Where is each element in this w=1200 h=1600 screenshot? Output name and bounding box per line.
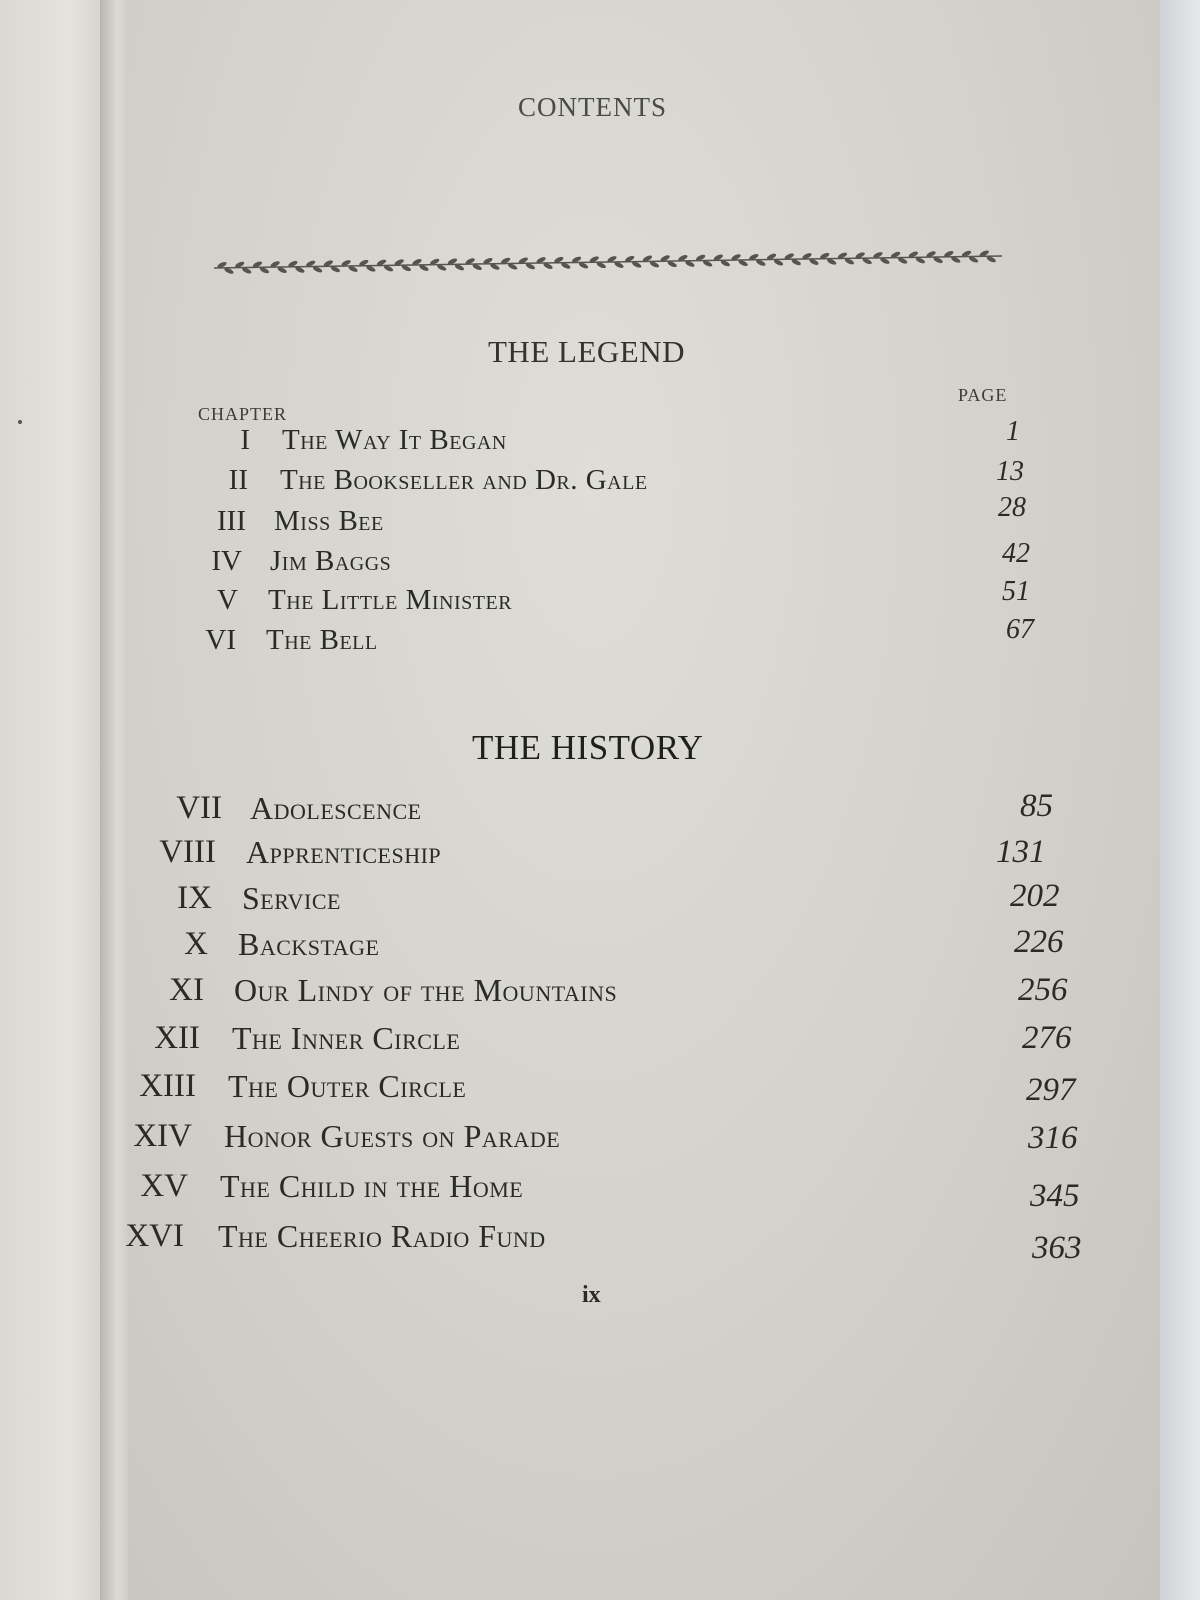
chapter-numeral: XIV bbox=[133, 1118, 192, 1154]
chapter-numeral: XIII bbox=[139, 1068, 196, 1104]
chapter-numeral: VII bbox=[176, 790, 222, 826]
chapter-page-number: 226 bbox=[1014, 924, 1064, 960]
chapter-numeral: IX bbox=[177, 880, 212, 916]
paper-speck bbox=[18, 420, 22, 424]
chapter-numeral: XII bbox=[154, 1020, 200, 1056]
contents-heading: CONTENTS bbox=[518, 92, 667, 122]
chapter-title: Honor Guests on Parade bbox=[224, 1118, 561, 1154]
chapter-title: The Bookseller and Dr. Gale bbox=[280, 464, 648, 496]
chapter-title: Jim Baggs bbox=[270, 545, 392, 577]
history-section-title: THE HISTORY bbox=[472, 728, 704, 767]
chapter-page-number: 345 bbox=[1030, 1178, 1080, 1214]
chapter-numeral: I bbox=[240, 424, 250, 456]
chapter-numeral: XVI bbox=[125, 1218, 184, 1254]
legend-section-title: THE LEGEND bbox=[488, 334, 685, 369]
chapter-page-number: 256 bbox=[1018, 972, 1068, 1008]
chapter-title: The Child in the Home bbox=[220, 1168, 524, 1204]
chapter-column-label: CHAPTER bbox=[198, 404, 288, 424]
chapter-page-number: 1 bbox=[1006, 416, 1020, 447]
chapter-numeral: VI bbox=[205, 624, 236, 656]
chapter-page-number: 276 bbox=[1022, 1020, 1072, 1056]
chapter-numeral: XV bbox=[140, 1168, 188, 1204]
chapter-title: Service bbox=[242, 880, 341, 916]
chapter-numeral: IV bbox=[211, 545, 242, 577]
chapter-title: Backstage bbox=[238, 926, 380, 962]
chapter-page-number: 28 bbox=[998, 492, 1026, 523]
chapter-page-number: 42 bbox=[1002, 538, 1030, 569]
chapter-page-number: 297 bbox=[1026, 1072, 1076, 1108]
chapter-title: Miss Bee bbox=[274, 505, 384, 537]
chapter-title: Adolescence bbox=[250, 790, 422, 826]
chapter-numeral: VIII bbox=[159, 834, 216, 870]
chapter-page-number: 363 bbox=[1032, 1230, 1082, 1266]
background-edge bbox=[1160, 0, 1200, 1600]
chapter-numeral: III bbox=[217, 505, 246, 537]
chapter-numeral: X bbox=[184, 926, 208, 962]
chapter-page-number: 131 bbox=[996, 834, 1046, 870]
chapter-page-number: 85 bbox=[1020, 788, 1053, 824]
chapter-page-number: 13 bbox=[996, 456, 1024, 487]
chapter-page-number: 202 bbox=[1010, 878, 1060, 914]
chapter-numeral: XI bbox=[169, 972, 204, 1008]
chapter-numeral: V bbox=[217, 584, 238, 616]
page-column-label: PAGE bbox=[958, 385, 1008, 405]
chapter-page-number: 67 bbox=[1006, 614, 1034, 645]
chapter-numeral: II bbox=[228, 464, 248, 496]
chapter-title: The Bell bbox=[266, 624, 378, 656]
page-folio: ix bbox=[582, 1282, 601, 1308]
chapter-title: The Cheerio Radio Fund bbox=[218, 1218, 546, 1254]
chapter-title: Apprenticeship bbox=[246, 834, 442, 870]
chapter-title: Our Lindy of the Mountains bbox=[234, 972, 618, 1008]
chapter-title: The Little Minister bbox=[268, 584, 513, 616]
chapter-title: The Way It Began bbox=[282, 424, 507, 456]
chapter-page-number: 316 bbox=[1028, 1120, 1078, 1156]
laurel-vine-border-icon bbox=[212, 246, 1004, 276]
chapter-page-number: 51 bbox=[1002, 576, 1030, 607]
chapter-title: The Outer Circle bbox=[228, 1068, 467, 1104]
chapter-title: The Inner Circle bbox=[232, 1020, 461, 1056]
